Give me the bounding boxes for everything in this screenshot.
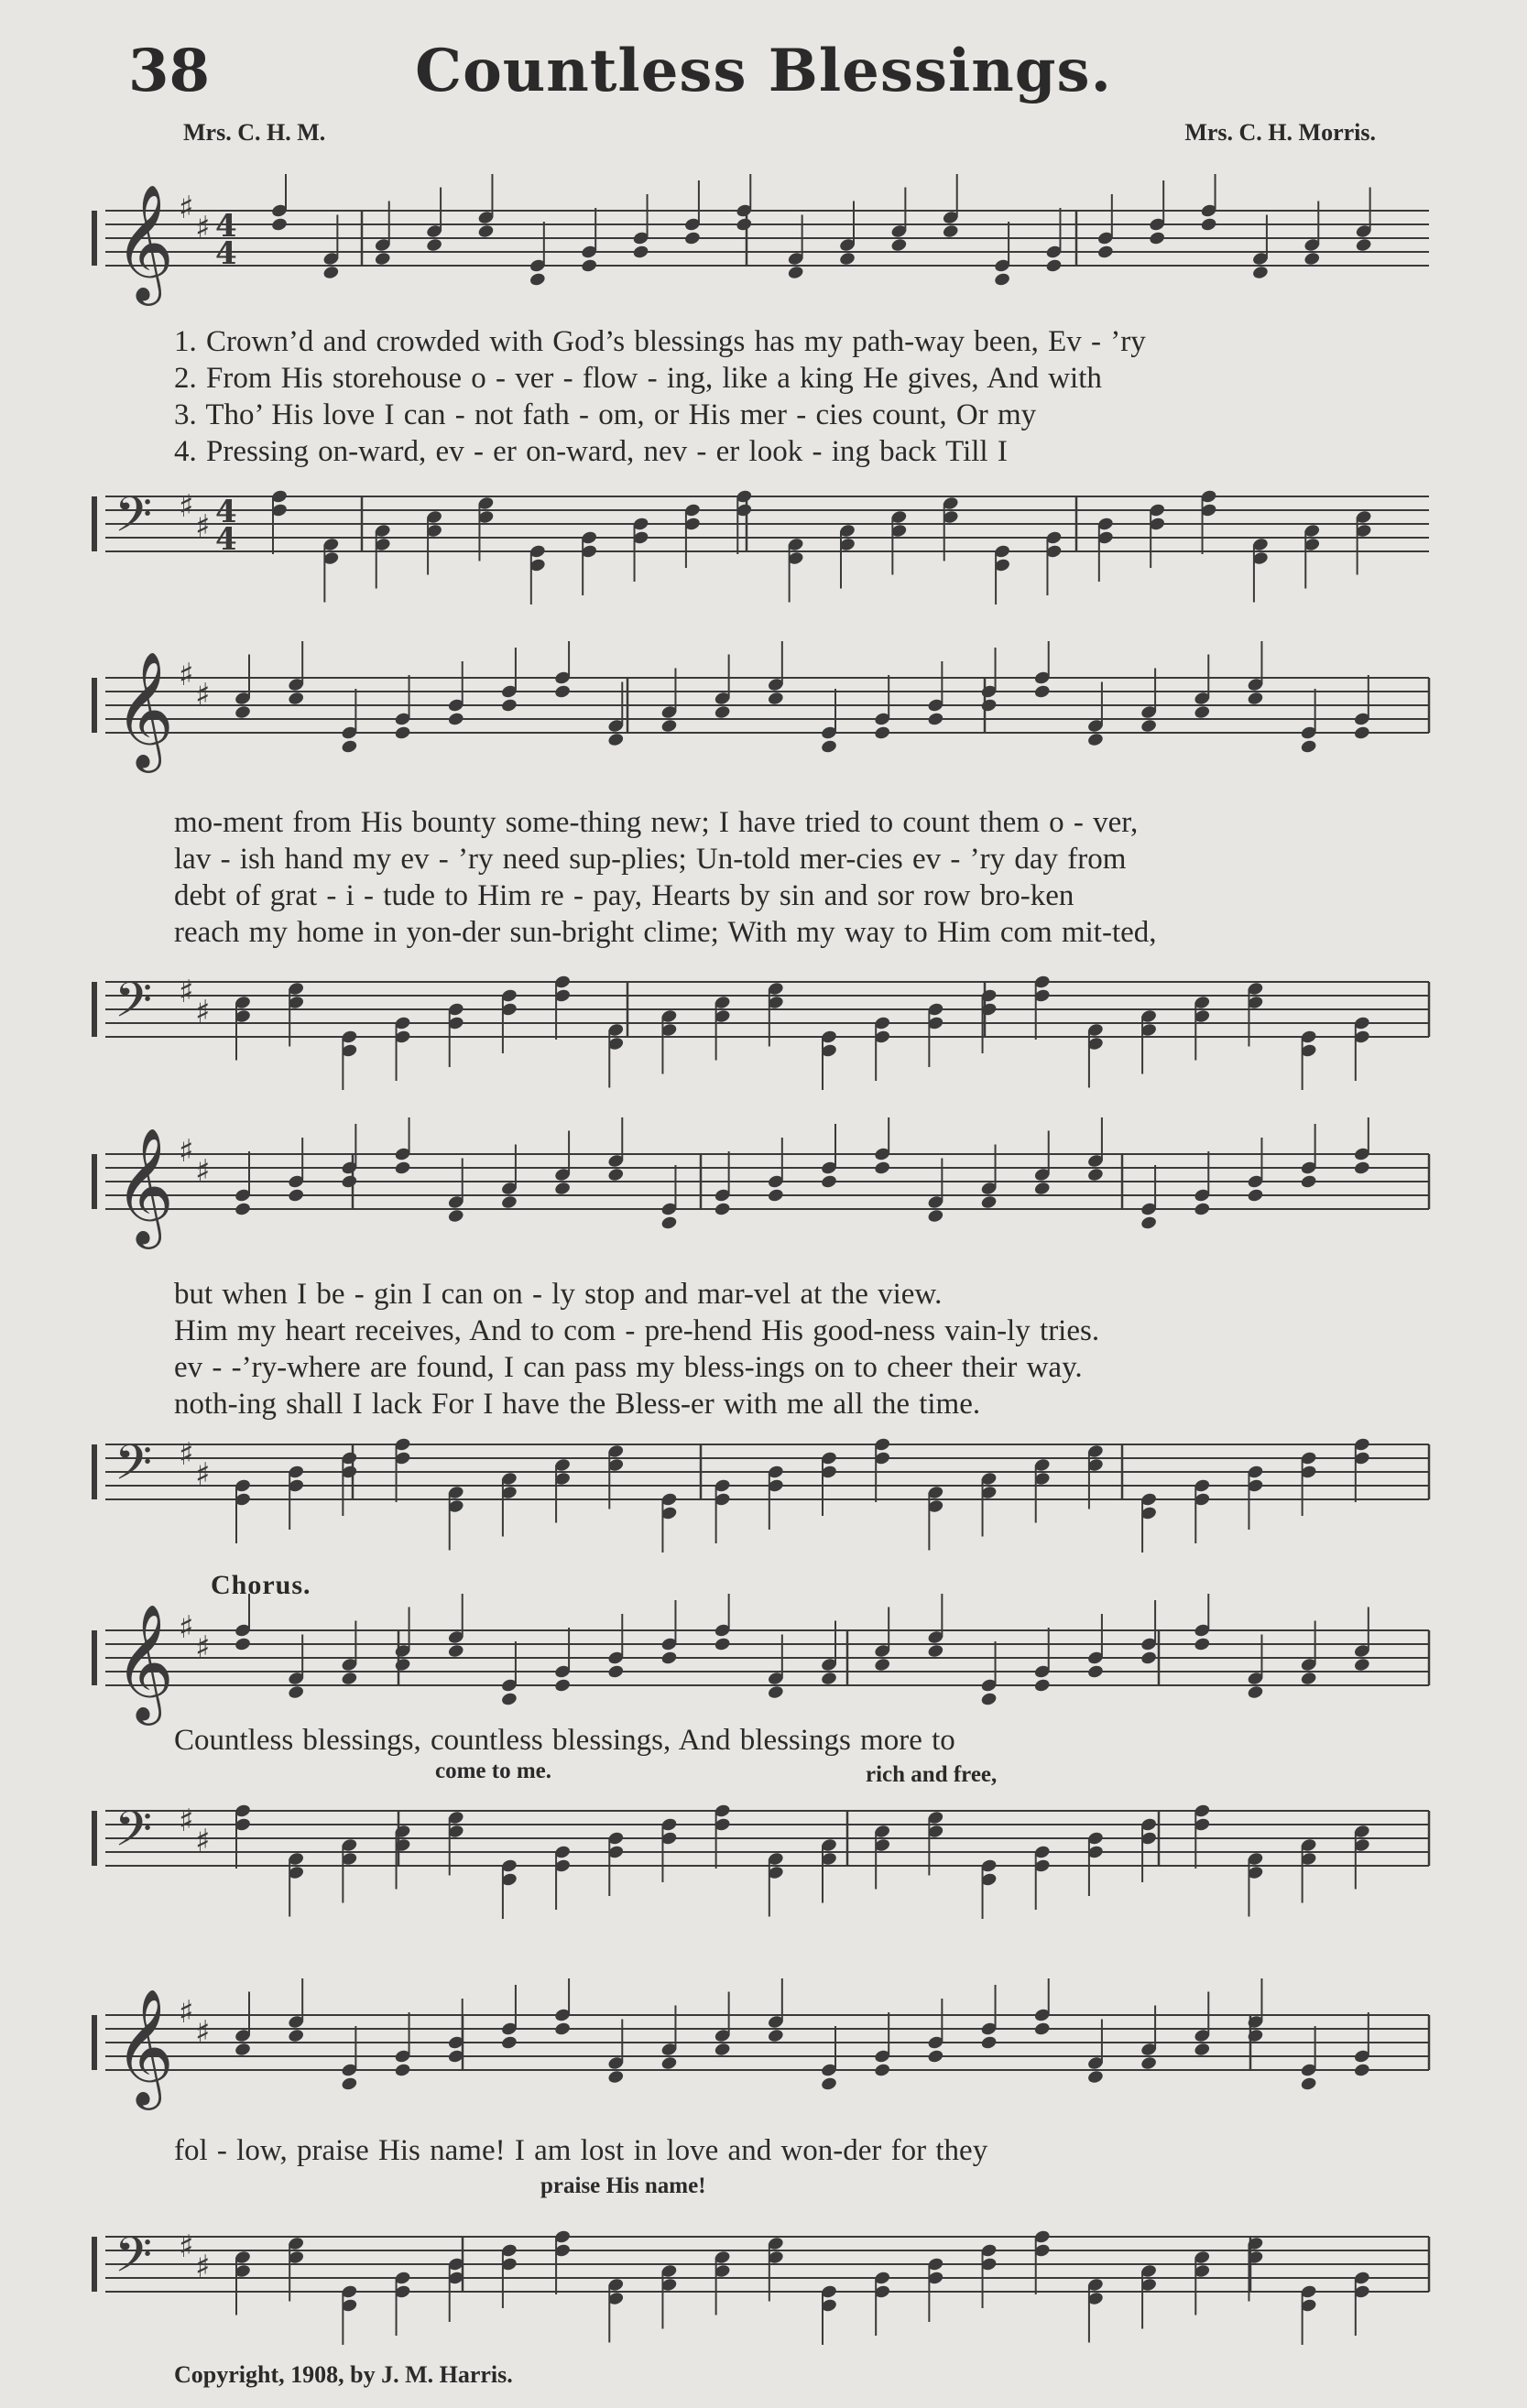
sharp-icon: ♯ [195,210,211,246]
note-head [980,1692,998,1707]
note-head [607,1664,625,1680]
note-head [767,691,784,706]
note-head [1251,265,1269,280]
bass-staff [87,1424,1435,1553]
note-head [1353,1160,1370,1176]
chorus-alto-text: come to me. [435,1759,552,1783]
note-head [1086,732,1104,747]
note-head [1140,2055,1158,2071]
verse-4-line: 4. Pressing on-ward, ev - er on-ward, nev - er look - ing back Till I [174,435,1008,468]
note-head [767,2028,784,2043]
note-head [607,1167,625,1182]
verse-1-line: mo-ment from His bounty some-thing new; I have tried to count them o - ver, [174,806,1139,839]
note-head [714,704,731,720]
bass-staff [87,2217,1435,2345]
note-head [270,217,288,233]
music-system-1 [87,147,1435,595]
note-head [714,1637,731,1652]
note-head [874,1657,891,1673]
note-head [1247,691,1264,706]
note-head [980,698,998,714]
sharp-icon: ♯ [195,1456,211,1493]
bass-staff [87,962,1435,1090]
sharp-icon: ♯ [195,994,211,1030]
sharp-icon: ♯ [179,1994,194,2031]
note-head [1200,217,1217,233]
note-head [1086,2069,1104,2085]
treble-clef-icon: 𝄞 [115,1988,175,2105]
music-credit: Mrs. C. H. Morris. [1184,119,1376,146]
verse-1-line: but when I be - gin I can on - ly stop and mar-vel at the view. [174,1278,943,1311]
treble-clef-icon: 𝄞 [115,650,175,768]
note-head [1033,1678,1051,1694]
note-head [714,2042,731,2057]
sharp-icon: ♯ [179,2228,194,2265]
page-number: 38 [128,37,211,105]
note-head [607,2069,625,2085]
music-system-chorus-1 [87,1566,1435,1951]
music-system-3 [87,1090,1435,1566]
sharp-icon: ♯ [179,1609,194,1646]
note-head [1194,704,1211,720]
chorus-alto-text: praise His name! [540,2174,706,2198]
note-head [1353,725,1370,741]
note-head [341,1671,358,1686]
note-head [426,237,443,253]
note-head [322,265,340,280]
bass-clef-icon: 𝄢 [115,2228,153,2295]
note-head [1300,1174,1317,1190]
time-signature: 4 [215,208,237,245]
sharp-icon: ♯ [195,677,211,714]
music-system-2 [87,614,1435,1090]
note-head [980,1194,998,1210]
note-head [447,1643,464,1659]
note-head [660,2055,678,2071]
note-head [1140,718,1158,734]
note-head [554,2021,572,2037]
note-head [288,1684,305,1700]
note-head [1247,1188,1264,1204]
sharp-icon: ♯ [195,1629,211,1666]
sharp-icon: ♯ [179,974,194,1010]
note-head [529,272,546,288]
note-head [660,1215,678,1231]
note-head [1353,1657,1370,1673]
note-head [820,1174,837,1190]
verse-3-line: debt of grat - i - tude to Him re - pay, Hearts by sin and sor row bro-ken [174,879,1074,912]
note-head [1033,2021,1051,2037]
note-head [1353,2063,1370,2078]
treble-clef-icon: 𝄞 [115,183,175,300]
treble-staff [87,641,1435,824]
music-system-chorus-2 [87,1951,1435,2354]
note-head [1194,1637,1211,1652]
note-head [234,704,251,720]
note-head [820,1671,837,1686]
note-head [581,258,598,274]
verse-4-line: noth-ing shall I lack For I have the Bless-er with me all the time. [174,1388,981,1421]
note-head [447,712,464,727]
time-signature: 4 [215,494,237,530]
note-head [341,739,358,755]
note-head [394,1657,411,1673]
note-head [1300,1671,1317,1686]
note-head [994,272,1011,288]
sharp-icon: ♯ [179,1436,194,1473]
note-head [1194,1202,1211,1217]
note-head [1140,1651,1158,1666]
sharp-icon: ♯ [179,488,194,525]
note-head [980,2035,998,2051]
note-head [874,2063,891,2078]
note-head [683,231,701,246]
note-head [820,2076,837,2092]
note-head [1355,237,1372,253]
note-head [288,2028,305,2043]
verse-2-line: lav - ish hand my ev - ’ry need sup-plies; Un-told mer-cies ev - ’ry day from [174,843,1127,876]
note-head [374,251,391,267]
note-head [660,1651,678,1666]
note-head [1300,2076,1317,2092]
note-head [234,1202,251,1217]
note-head [477,223,495,239]
sharp-icon: ♯ [179,1803,194,1839]
chorus-line-2: fol - low, praise His name! I am lost in love and won-der for they [174,2134,988,2167]
note-head [394,725,411,741]
note-head [632,245,649,260]
note-head [927,1643,944,1659]
note-head [234,1637,251,1652]
words-credit: Mrs. C. H. M. [183,119,326,146]
chorus-line-1: Countless blessings, countless blessings, And blessings more to [174,1724,955,1757]
note-head [660,718,678,734]
sharp-icon: ♯ [179,657,194,693]
note-head [714,1202,731,1217]
note-head [874,1160,891,1176]
note-head [447,1208,464,1224]
sharp-icon: ♯ [195,2014,211,2051]
note-head [1096,245,1114,260]
note-head [500,698,518,714]
note-head [1140,1215,1158,1231]
note-head [1045,258,1063,274]
verse-2-line: Him my heart receives, And to com - pre-hend His good-ness vain-ly tries. [174,1314,1100,1347]
note-head [1086,1664,1104,1680]
verse-2-line: 2. From His storehouse o - ver - flow - ing, like a king He gives, And with [174,362,1102,395]
verse-3-line: ev - -’ry-where are found, I can pass my bless-ings on to cheer their way. [174,1351,1083,1384]
note-head [500,1194,518,1210]
note-head [736,217,753,233]
sharp-icon: ♯ [179,1133,194,1170]
note-head [394,1160,411,1176]
note-head [1149,231,1166,246]
bass-clef-icon: 𝄢 [115,1802,153,1869]
bass-staff [87,1791,1435,1919]
note-head [500,1692,518,1707]
verse-4-line: reach my home in yon-der sun-bright clime; With my way to Him com mit-ted, [174,916,1157,949]
time-signature: 4 [215,521,237,558]
note-head [1033,1181,1051,1196]
verse-3-line: 3. Tho’ His love I can - not fath - om, or His mer - cies count, Or my [174,398,1037,431]
treble-staff [87,1117,1435,1301]
note-head [838,251,856,267]
note-head [1194,2042,1211,2057]
note-head [1300,739,1317,755]
sharp-icon: ♯ [195,2249,211,2285]
note-head [1247,1684,1264,1700]
note-head [607,732,625,747]
verse-1-line: 1. Crown’d and crowded with God’s blessings has my path-way been, Ev - ’ry [174,325,1146,358]
time-signature: 4 [215,235,237,272]
note-head [942,223,959,239]
note-head [767,1684,784,1700]
sharp-icon: ♯ [179,190,194,226]
chorus-label: Chorus. [211,1570,311,1600]
note-head [341,1174,358,1190]
note-head [767,1188,784,1204]
sharp-icon: ♯ [195,508,211,545]
note-head [927,2049,944,2065]
note-head [394,2063,411,2078]
treble-clef-icon: 𝄞 [115,1127,175,1244]
note-head [1303,251,1321,267]
note-head [927,712,944,727]
note-head [234,2042,251,2057]
note-head [1033,684,1051,700]
note-head [1086,1167,1104,1182]
bass-clef-icon: 𝄢 [115,487,153,555]
note-head [288,1188,305,1204]
sharp-icon: ♯ [195,1823,211,1859]
note-head [554,684,572,700]
bass-clef-icon: 𝄢 [115,973,153,1041]
note-head [554,1181,572,1196]
note-head [820,739,837,755]
bass-clef-icon: 𝄢 [115,1435,153,1503]
note-head [927,1208,944,1224]
note-head [500,2035,518,2051]
note-head [890,237,908,253]
chorus-alto-text: rich and free, [866,1762,998,1787]
note-head [874,725,891,741]
sharp-icon: ♯ [195,1153,211,1190]
treble-clef-icon: 𝄞 [115,1603,175,1720]
copyright-notice: Copyright, 1908, by J. M. Harris. [174,2361,513,2388]
note-head [554,1678,572,1694]
bass-staff [87,476,1435,605]
note-head [288,691,305,706]
note-head [341,2076,358,2092]
page-title: Countless Blessings. [415,37,1112,105]
note-head [787,265,804,280]
